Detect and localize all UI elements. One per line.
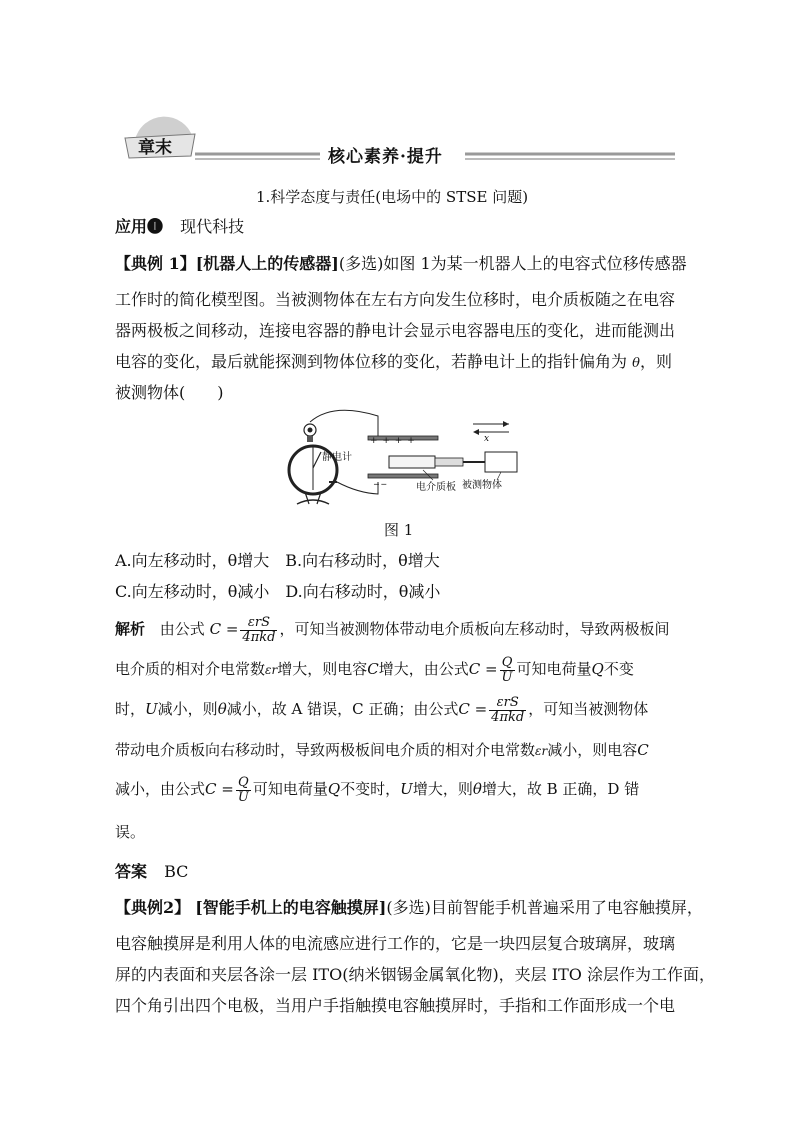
capacitance-formula — [489, 696, 526, 725]
epsilon-r: εr — [265, 663, 278, 677]
solution-text: ，可知当被测物体 — [528, 700, 649, 718]
solution-text: 时， — [115, 700, 146, 718]
formula-denominator: 4πkd — [242, 629, 276, 645]
formula-numerator: Q — [236, 776, 251, 791]
solution-text: ，可知当被测物体带动电介质板向左移动时，导致两极板间 — [279, 620, 670, 638]
figure-caption: 图 1 — [384, 521, 414, 539]
symbol-c: C — [367, 660, 379, 678]
symbol-theta: θ — [217, 700, 227, 718]
formula-denominator: U — [501, 669, 513, 685]
example2-line-1 — [115, 898, 703, 918]
solution-line-3 — [115, 692, 675, 726]
solution-text: 带动电介质板向右移动时，导致两极板间电介质的相对介电常数 — [115, 741, 536, 759]
formula-c: C = — [205, 780, 234, 798]
theta-symbol: θ — [632, 356, 640, 371]
answer-line — [115, 862, 675, 882]
charge-formula — [500, 656, 515, 685]
example2-tag: 【典例2】 — [115, 898, 191, 917]
example1-topic: [机器人上的传感器] — [195, 254, 339, 273]
solution-text: 增大，故 B 正确，D 错 — [481, 780, 640, 798]
example1-line-4 — [115, 352, 675, 374]
solution-text: 不变时， — [340, 780, 401, 798]
solution-text: 减小，由公式 — [115, 780, 206, 798]
solution-line-5 — [115, 772, 675, 806]
solution-line-1 — [115, 612, 675, 646]
symbol-c: C — [637, 741, 649, 759]
dielectric-plate-label: 电介质板 — [416, 482, 456, 493]
solution-text: 不变 — [603, 660, 634, 678]
section-title: 1.科学态度与责任(电场中的 STSE 问题) — [256, 188, 529, 206]
formula-c: C = — [468, 660, 498, 678]
formula-denominator: U — [237, 789, 249, 805]
application-label: 应用❶ — [115, 217, 164, 236]
solution-line-4 — [115, 740, 675, 761]
formula-c: C = — [209, 620, 239, 638]
example2-type: (多选) — [386, 898, 431, 917]
solution-text: 增大，则电容 — [277, 660, 368, 678]
formula-numerator: Q — [500, 656, 515, 671]
solution-text: 电介质的相对介电常数 — [115, 660, 266, 678]
example2-line-4: 四个角引出四个电极，当用户手指触摸电容触摸屏时，手指和工作面形成一个电 — [115, 996, 676, 1015]
example1-text: 如图 1为某一机器人上的电容式位移传感器 — [383, 254, 687, 273]
answer-label: 答案 — [115, 862, 148, 881]
symbol-u: U — [145, 700, 158, 718]
capacitance-formula — [240, 616, 277, 645]
example1-text: 电容的变化，最后就能探测到物体位移的变化，若静电计上的指针偏角为 — [115, 352, 628, 371]
formula-numerator: εrS — [489, 696, 526, 711]
solution-text: 可知电荷量 — [516, 660, 592, 678]
solution-text: 可知电荷量 — [252, 780, 328, 798]
solution-text: 由公式 — [159, 620, 205, 638]
plus-charges: + + + + — [370, 436, 416, 446]
example1-line-1 — [115, 254, 687, 274]
options-line-2: C.向左移动时，θ减小 D.向右移动时，θ减小 — [115, 582, 441, 601]
formula-c: C = — [458, 700, 488, 718]
example2-line-3: 屏的内表面和夹层各涂一层 ITO(纳米铟锡金属氧化物)，夹层 ITO 涂层作为工作面， — [115, 965, 715, 984]
meter-label: 静电计 — [322, 452, 352, 463]
charge-formula — [236, 776, 251, 805]
minus-charges: ─ ─ — [374, 480, 387, 489]
solution-text: 减小，则电容 — [547, 741, 638, 759]
example2-topic: [智能手机上的电容触摸屏] — [195, 898, 387, 917]
capacitor-sensor-diagram — [283, 408, 523, 513]
example1-line-2: 工作时的简化模型图。当被测物体在左右方向发生位移时，电介质板随之在电容 — [115, 290, 676, 309]
example1-line-5: 被测物体( ) — [115, 383, 224, 402]
solution-line-2 — [115, 652, 675, 686]
application-heading — [115, 217, 675, 237]
symbol-q: Q — [591, 660, 604, 678]
symbol-q: Q — [327, 780, 341, 798]
options-line-1: A.向左移动时，θ增大 B.向右移动时，θ增大 — [115, 551, 440, 570]
application-topic: 现代科技 — [180, 217, 245, 236]
example1-type: (多选) — [338, 254, 384, 273]
epsilon-r: εr — [535, 744, 548, 758]
formula-numerator: εrS — [240, 616, 277, 631]
page-title: 核心素养·提升 — [328, 147, 443, 167]
symbol-theta: θ — [472, 780, 482, 798]
answer-value: BC — [164, 862, 189, 881]
displacement-x-label: x — [484, 434, 490, 444]
solution-line-6: 误。 — [115, 823, 146, 841]
formula-denominator: 4πkd — [491, 709, 525, 725]
solution-text: 减小，则 — [157, 700, 218, 718]
solution-text: 增大，由公式 — [378, 660, 469, 678]
solution-label: 解析 — [115, 620, 146, 638]
solution-text: 减小，故 A 错误，C 正确；由公式 — [226, 700, 459, 718]
chapter-badge: 章末 — [138, 138, 172, 158]
example1-tag: 【典例 1】 — [115, 254, 196, 273]
example2-line-2: 电容触摸屏是利用人体的电流感应进行工作的，它是一块四层复合玻璃屏，玻璃 — [115, 934, 676, 953]
measured-object-label: 被测物体 — [462, 480, 502, 491]
symbol-u: U — [400, 780, 413, 798]
example1-line-3: 器两极板之间移动，连接电容器的静电计会显示电容器电压的变化，进而能测出 — [115, 321, 676, 340]
example1-text: ，则 — [639, 352, 672, 371]
solution-text: 增大，则 — [412, 780, 473, 798]
example2-text: 目前智能手机普遍采用了电容触摸屏， — [430, 898, 703, 917]
